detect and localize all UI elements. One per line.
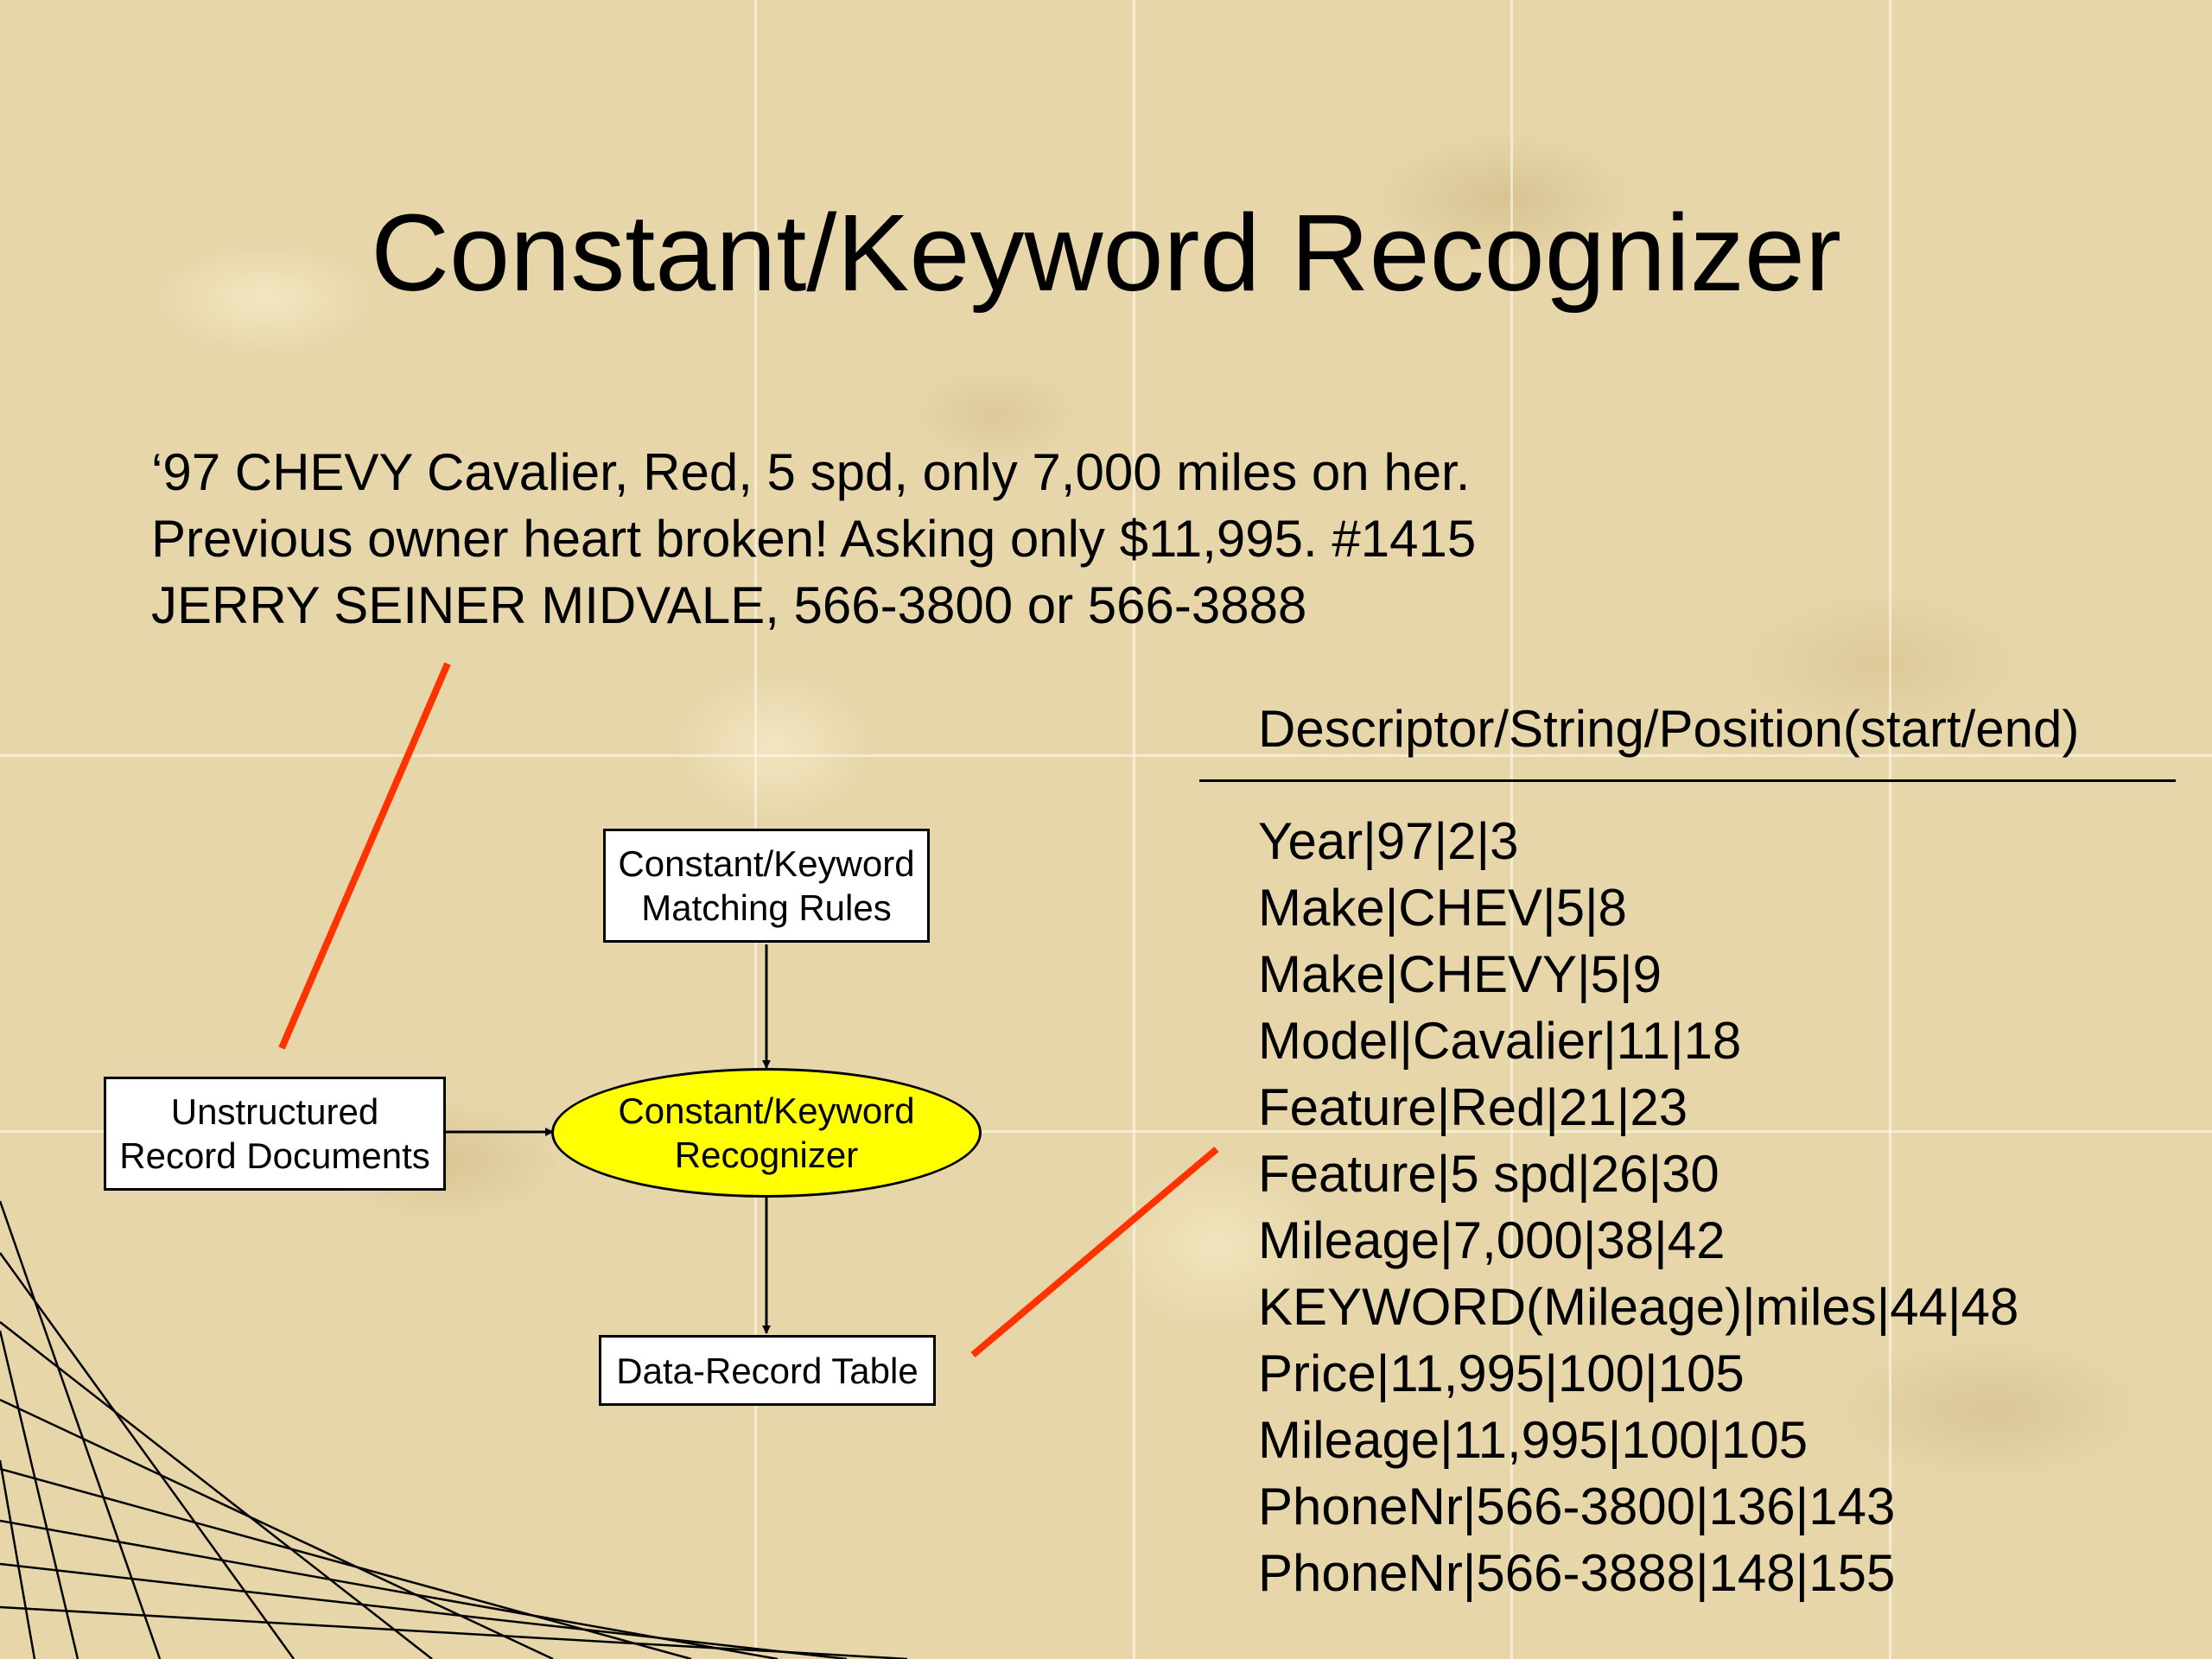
list-item: Make|CHEV|5|8 xyxy=(1258,879,1627,937)
list-item: Mileage|7,000|38|42 xyxy=(1258,1211,1726,1269)
ad-line: Previous owner heart broken! Asking only $11,995. #1415 xyxy=(151,510,1477,568)
header-divider xyxy=(1199,779,2176,782)
list-item: Model|Cavalier|11|18 xyxy=(1258,1012,1742,1070)
data-record-table-label: Data-Record Table xyxy=(616,1350,918,1391)
list-item: PhoneNr|566-3888|148|155 xyxy=(1258,1544,1896,1602)
slide-title: Constant/Keyword Recognizer xyxy=(371,192,1841,314)
input-documents-box xyxy=(104,1077,446,1191)
input-documents-line2: Record Documents xyxy=(119,1135,430,1176)
matching-rules-line1: Constant/Keyword xyxy=(618,843,915,884)
input-documents-line1: Unstructured xyxy=(170,1091,379,1132)
recognizer-line1: Constant/Keyword xyxy=(618,1090,915,1131)
list-item: Year|97|2|3 xyxy=(1258,812,1519,870)
ad-line: ‘97 CHEVY Cavalier, Red, 5 spd, only 7,000 miles on her. xyxy=(151,443,1471,501)
matching-rules-box xyxy=(603,829,930,943)
record-list xyxy=(1258,808,2018,1606)
table-header: Descriptor/String/Position(start/end) xyxy=(1258,700,2080,758)
pointer-line-ad xyxy=(282,664,448,1048)
list-item: PhoneNr|566-3800|136|143 xyxy=(1258,1478,1896,1535)
list-item: Feature|5 spd|26|30 xyxy=(1258,1145,1719,1203)
list-item: Mileage|11,995|100|105 xyxy=(1258,1411,1808,1469)
matching-rules-line2: Matching Rules xyxy=(641,887,892,928)
list-item: Make|CHEVY|5|9 xyxy=(1258,945,1662,1003)
recognizer-ellipse xyxy=(551,1068,982,1198)
recognizer-line2: Recognizer xyxy=(674,1135,859,1175)
list-item: KEYWORD(Mileage)|miles|44|48 xyxy=(1258,1278,2019,1336)
list-item: Price|11,995|100|105 xyxy=(1258,1344,1745,1402)
list-item: Feature|Red|21|23 xyxy=(1258,1078,1688,1136)
ad-line: JERRY SEINER MIDVALE, 566-3800 or 566-3888 xyxy=(151,576,1307,634)
data-record-table-box xyxy=(599,1335,936,1406)
pointer-line-table xyxy=(973,1149,1217,1355)
